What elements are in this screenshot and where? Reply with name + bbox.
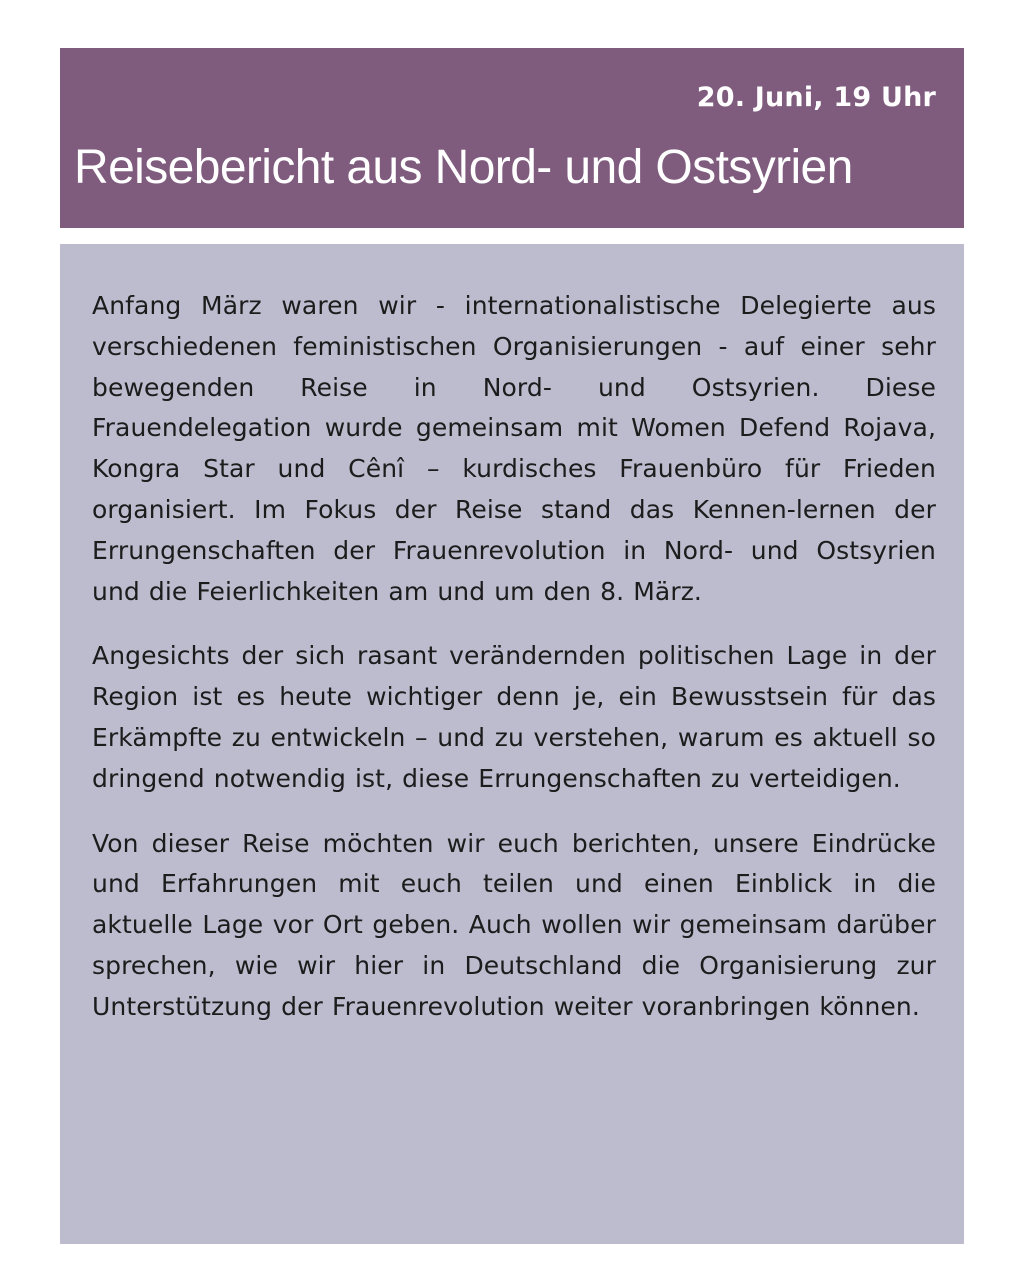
event-date: 20. Juni, 19 Uhr <box>696 82 936 113</box>
description-paragraph-3: Von dieser Reise möchten wir euch berichten, unsere Eindrücke und Erfahrungen mit euch teilen und einen Einblick in die aktuelle Lage vor Ort geben. Auch wollen wir gemeinsam darüber sprechen, wie wir hier in Deutschland die Organisierung zur Unterstützung der Frauenrevolution weiter voranbringen können. <box>92 828 936 1021</box>
description-paragraph-1: Anfang März waren wir - internationalistische Delegierte aus verschiedenen feministischen Organisierungen - auf einer sehr bewegenden Reise in Nord- und Ostsyrien. Diese Frauendelegation wurde gemeinsam mit Women Defend Rojava, Kongra Star und Cênî – kurdisches Frauenbüro für Frieden organisiert. Im Fokus der Reise stand das Kennen-lernen der Errungenschaften der Frauenrevolution in Nord- und Ostsyrien und die Feierlichkeiten am und um den 8. März. <box>92 291 936 606</box>
event-description <box>60 244 964 1244</box>
description-paragraph-2: Angesichts der sich rasant verändernden politischen Lage in der Region ist es heute wichtiger denn je, ein Bewusstsein für das Erkämpfte zu entwickeln – und zu verstehen, warum es aktuell so dringend notwendig ist, diese Errungenschaften zu verteidigen. <box>92 641 936 793</box>
event-title: Reisebericht aus Nord- und Ostsyrien <box>74 141 853 194</box>
event-header <box>60 48 964 228</box>
